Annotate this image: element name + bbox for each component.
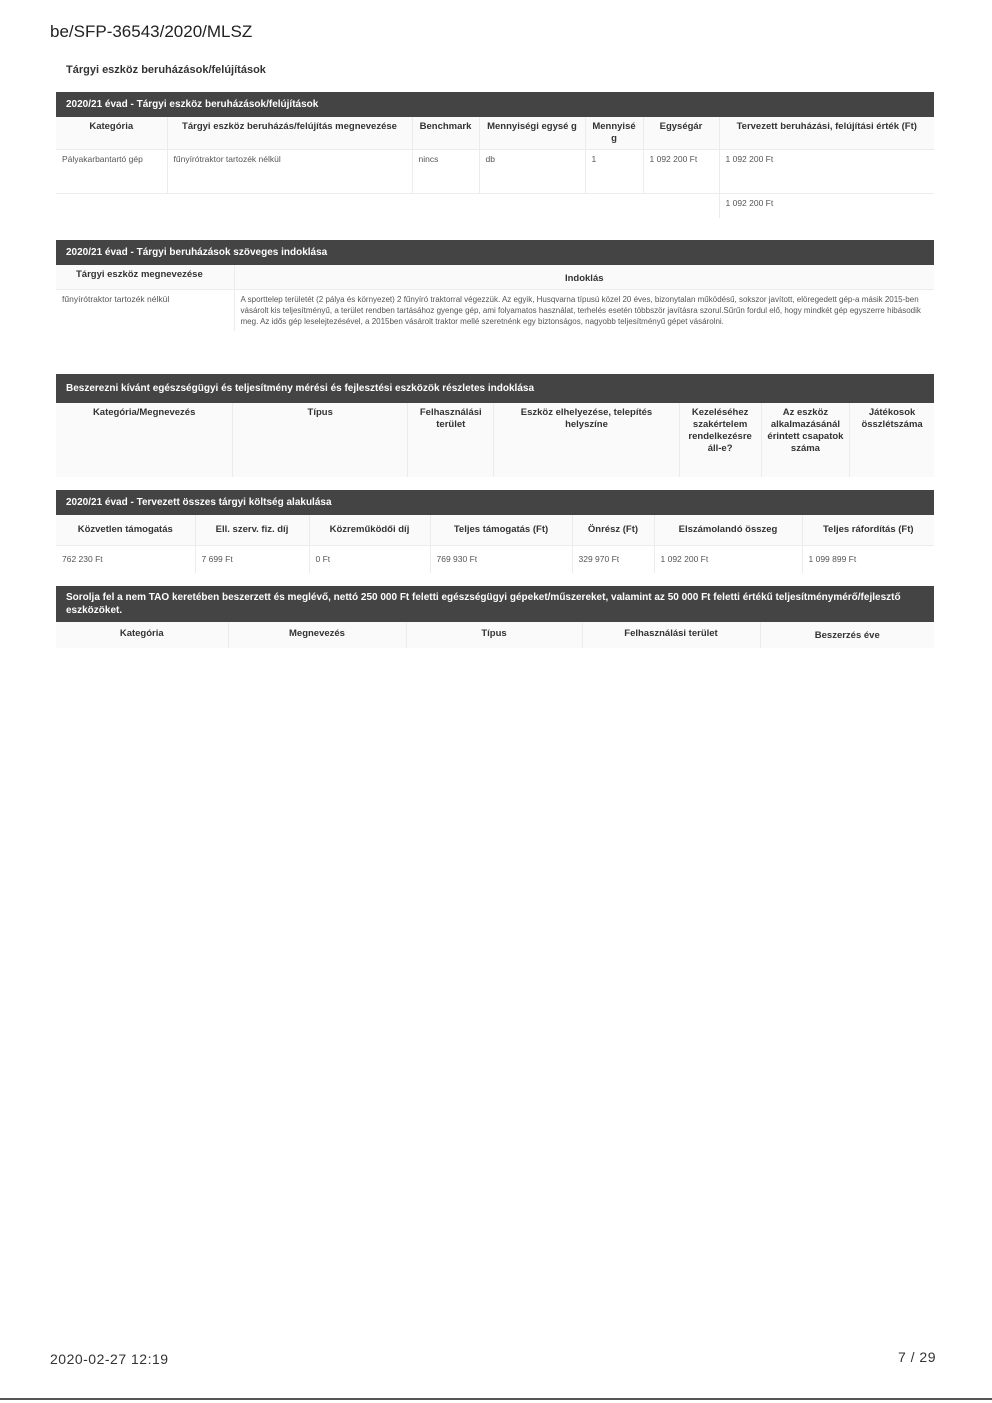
column-header: Kategória/Megnevezés [56,403,233,477]
column-header: Az eszköz alkalmazásánál érintett csapatok száma [761,403,849,477]
column-header: Tárgyi eszköz megnevezése [56,265,234,290]
health-devices-section [56,374,934,477]
column-header: Típus [406,622,582,648]
table-row [56,150,934,194]
column-header: Teljes ráfordítás (Ft) [822,524,914,535]
table-row [56,290,934,332]
health-devices-table [56,403,934,477]
cell-supervision-fee: 7 699 Ft [195,545,309,573]
investments-table [56,117,934,218]
investments-section [56,92,934,218]
column-header: Önrész (Ft) [572,515,654,545]
non-tao-bar: Sorolja fel a nem TAO keretében beszerzett és meglévő, nettó 250 000 Ft feletti egészségügyi gépeket/műszereket, valamint az 50 000 Ft feletti értékű teljesítménymérő/fejlesztő eszközöket. [56,586,934,622]
column-header: Játékosok összlétszáma [861,407,923,430]
cell-name: fűnyírótraktor tartozék nélkül [167,150,412,194]
column-header: Kategória [56,117,167,150]
page-title: Tárgyi eszköz beruházások/felújítások [66,64,266,76]
column-header: Felhasználási terület [582,622,760,648]
cell-quantity: 1 [585,150,643,194]
column-header: Benchmark [412,117,479,150]
column-header: Közvetlen támogatás [56,515,195,545]
costs-bar: 2020/21 évad - Tervezett összes tárgyi költség alakulása [56,490,934,515]
column-header: Tervezett beruházási, felújítási érték (Ft) [736,121,917,132]
column-header: Egységár [643,117,719,150]
justification-table [56,265,934,331]
non-tao-table [56,622,934,648]
page-edge-divider [0,1398,992,1400]
health-devices-bar: Beszerezni kívánt egészségügyi és teljesítmény mérési és fejlesztési eszközök részletes indoklása [56,374,934,403]
column-header: Közreműködői díj [309,515,430,545]
cell-planned-value: 1 092 200 Ft [719,150,934,194]
cell-unit-price: 1 092 200 Ft [643,150,719,194]
cell-settlement-amount: 1 092 200 Ft [654,545,802,573]
column-header: Mennyiségi egysé g [479,117,585,150]
table-header-row [56,117,934,150]
column-header: Felhasználási terület [408,403,494,477]
cell-benchmark: nincs [412,150,479,194]
table-header-row [56,622,934,648]
cell-category: Pályakarbantartó gép [56,150,167,194]
column-header: Megnevezés [228,622,406,648]
justification-bar: 2020/21 évad - Tárgyi beruházások szöveges indoklása [56,240,934,265]
column-header: Kategória [56,622,228,648]
column-header: Beszerzés éve [814,630,880,641]
table-header-row [56,265,934,290]
column-header: Ell. szerv. fiz. díj [195,515,309,545]
column-header: Eszköz elhelyezése, telepítés helyszíne [494,403,679,477]
investments-bar: 2020/21 évad - Tárgyi eszköz beruházások/felújítások [56,92,934,117]
cell-contributor-fee: 0 Ft [309,545,430,573]
cell-total-support: 769 930 Ft [430,545,572,573]
justification-section [56,240,934,331]
table-row [56,545,934,573]
non-tao-section [56,586,934,648]
footer-date: 2020-02-27 12:19 [50,1351,169,1367]
cell-direct-support: 762 230 Ft [56,545,195,573]
column-header: Elszámolandó összeg [654,515,802,545]
column-header: Kezeléséhez szakértelem rendelkezésre áll-e? [679,403,761,477]
column-header: Mennyisé g [585,117,643,150]
costs-table [56,515,934,573]
column-header: Indoklás [564,273,604,284]
column-header: Teljes támogatás (Ft) [430,515,572,545]
table-header-row [56,403,934,477]
document-id: be/SFP-36543/2020/MLSZ [50,22,253,41]
cell-unit: db [479,150,585,194]
cell-own-contribution: 329 970 Ft [572,545,654,573]
column-header: Tárgyi eszköz beruházás/felújítás megnevezése [167,117,412,150]
page-number: 7 / 29 [897,1349,936,1365]
cell-asset-name: fűnyírótraktor tartozék nélkül [56,290,234,332]
column-header: Típus [233,403,408,477]
cell-justification: A sporttelep területét (2 pálya és környezet) 2 fűnyíró traktorral végezzük. Az egyik, Husqvarna típusú közel 20 éves, bizonytalan működésű, sokszor javított, elöregedett gép-a másik 2015-ben vásárolt kis teljesítményű, a terület rendben tartásához gyenge gép, ami folyamatos használat, terhelés esetén többször javításra szorul.Sűrűn fordul elő, hogy mindkét gép egyszerre hibásodik meg. Az idős gép leselejtezésével, a 2015ben vásárolt traktor mellé szeretnénk egy biztonságos, nagyobb teljesítményű gépet vásárolni. [234,290,934,332]
cell-total: 1 092 200 Ft [719,194,934,218]
cell-total-expenditure: 1 099 899 Ft [802,545,934,573]
table-header-row [56,515,934,545]
costs-section [56,490,934,573]
total-row [56,194,934,218]
